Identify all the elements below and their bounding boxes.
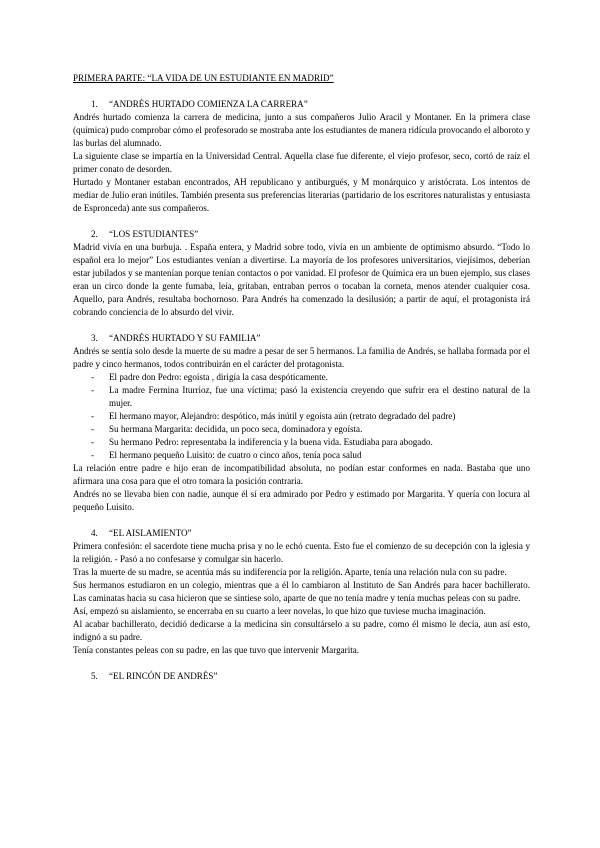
section-1 [73,98,530,215]
dash-bullet: - [91,385,95,395]
paragraph: Sus hermanos estudiaron en un colegio, mientras que a él lo cambiaron al Instituto de San Andrés para hacer bachillerato. Las caminatas hacia su casa hicieron que se sintiese solo, aparte de que no tenía madre y tenía muchas peleas con su padre. [73,580,530,603]
list-item [73,371,530,384]
document-body [73,72,530,683]
list-item [73,436,530,449]
section-5 [73,670,530,683]
paragraph: Tenía constantes peleas con su padre, en las que tuvo que intervenir Margarita. [73,645,360,655]
paragraph: Andrés se sentía solo desde la muerte de su madre a pesar de ser 5 hermanos. La familia de Andrés, se hallaba formada por el padre y cinco hermanos, todos contribuirán en el carácter del protagonista. [73,346,530,369]
section-4 [73,527,530,657]
section-title: “ANDRÉS HURTADO COMIENZA LA CARRERA” [109,99,308,109]
paragraph: Madrid vivía en una burbuja. . España entera, y Madrid sobre todo, vivía en un ambiente de optimismo absurdo. “Todo lo español era lo mejor” Los estudiantes venían a divertirse. La mayoría de los profesores universitarios, viejísimos, deberían estar jubilados y se mantenían porque tenían contactos o por vanidad. El profesor de Química era un buen ejemplo, sus clases eran un circo donde la gente fumaba, leía, gritaban, entraban perros o tocaban la corneta, menos atender cualquier cosa. Aquello, para Andrés, resultaba bochornoso. Para Andrés ha comenzado la desilusión; a partir de aquí, el protagonista irá cobrando conciencia de lo absurdo del vivir. [73,242,530,317]
dash-bullet: - [91,411,95,421]
section-number: 2. [91,229,98,239]
list-item-text: La madre Fermina Iturrioz, fue una víctima; pasó la existencia creyendo que sufrir era el destino natural de la mujer. [109,385,530,408]
section-title: “EL AISLAMIENTO” [109,528,192,538]
paragraph: Así, empezó su aislamiento, se encerraba en su cuarto a leer novelas, lo que hizo que tuviese mucha imaginación. [73,606,486,616]
dash-bullet: - [91,372,95,382]
dash-bullet: - [91,424,95,434]
section-title: “EL RINCÓN DE ANDRÉS” [109,671,218,681]
section-heading [91,228,530,241]
section-number: 5. [91,671,98,681]
section-number: 3. [91,333,98,343]
list-item-text: El hermano pequeño Luisito: de cuatro o cinco años, tenía poca salud [109,450,362,460]
family-list [73,371,530,462]
section-heading [91,98,530,111]
paragraph: Andrés hurtado comienza la carrera de medicina, junto a sus compañeros Julio Aracil y Montaner. En la primera clase (química) pudo comprobar cómo el profesorado se mostraba ante los estudiantes de manera ridícula provocando el alboroto y las burlas del alumnado. [73,112,530,148]
section-3 [73,332,530,514]
section-number: 1. [91,99,98,109]
list-item-text: El padre don Pedro: egoísta , dirigía la casa despóticamente. [109,372,328,382]
paragraph: La siguiente clase se impartía en la Universidad Central. Aquella clase fue diferente, el viejo profesor, seco, cortó de raíz el primer conato de desorden. [73,151,530,174]
list-item [73,423,530,436]
paragraph: Andrés no se llevaba bien con nadie, aunque él sí era admirado por Pedro y estimado por Margarita. Y quería con locura al pequeño Luisito. [73,489,530,512]
paragraph: Hurtado y Montaner estaban encontrados, AH republicano y antiburgués, y M monárquico y aristócrata. Los intentos de mediar de Julio eran inútiles. También presenta sus preferencias literarias (partidario de los escritores naturalistas y entusiasta de Espronceda) ante sus compañeros. [73,177,530,213]
section-title: “LOS ESTUDIANTES” [109,229,199,239]
list-item [73,449,530,462]
list-item-text: Su hermana Margarita: decidida, un poco seca, dominadora y egoísta. [109,424,363,434]
spacer [73,514,530,527]
paragraph: La relación entre padre e hijo eran de incompatibilidad absoluta, no podían estar conformes en nada. Bastaba que uno afirmara una cosa para que el otro tomara la posición contraria. [73,463,530,486]
paragraph: Al acabar bachillerato, decidió dedicarse a la medicina sin consultárselo a su padre, como él mismo le decía, aun así esto, indignó a su padre. [73,619,530,642]
section-heading [91,527,530,540]
spacer [73,215,530,228]
list-item-text: Su hermano Pedro: representaba la indiferencia y la buena vida. Estudiaba para abogado. [109,437,433,447]
dash-bullet: - [91,450,95,460]
section-heading [91,332,530,345]
document-title: PRIMERA PARTE: “LA VIDA DE UN ESTUDIANTE EN MADRID” [73,73,334,83]
section-title: “ANDRÉS HURTADO Y SU FAMILIA” [109,333,261,343]
dash-bullet: - [91,437,95,447]
paragraph: Tras la muerte de su madre, se acentúa más su indiferencia por la religión. Aparte, tenía una relación nula con su padre. [73,567,507,577]
spacer [73,657,530,670]
section-2 [73,228,530,319]
paragraph: Primera confesión: el sacerdote tiene mucha prisa y no le echó cuenta. Esto fue el comienzo de su decepción con la iglesia y la religión. - Pasó a no confesarse y comulgar sin hacerlo. [73,541,530,564]
spacer [73,319,530,332]
list-item [73,410,530,423]
list-item [73,384,530,410]
section-heading [91,670,530,683]
section-number: 4. [91,528,98,538]
list-item-text: El hermano mayor, Alejandro: despótico, más inútil y egoísta aún (retrato degradado del padre) [109,411,456,421]
